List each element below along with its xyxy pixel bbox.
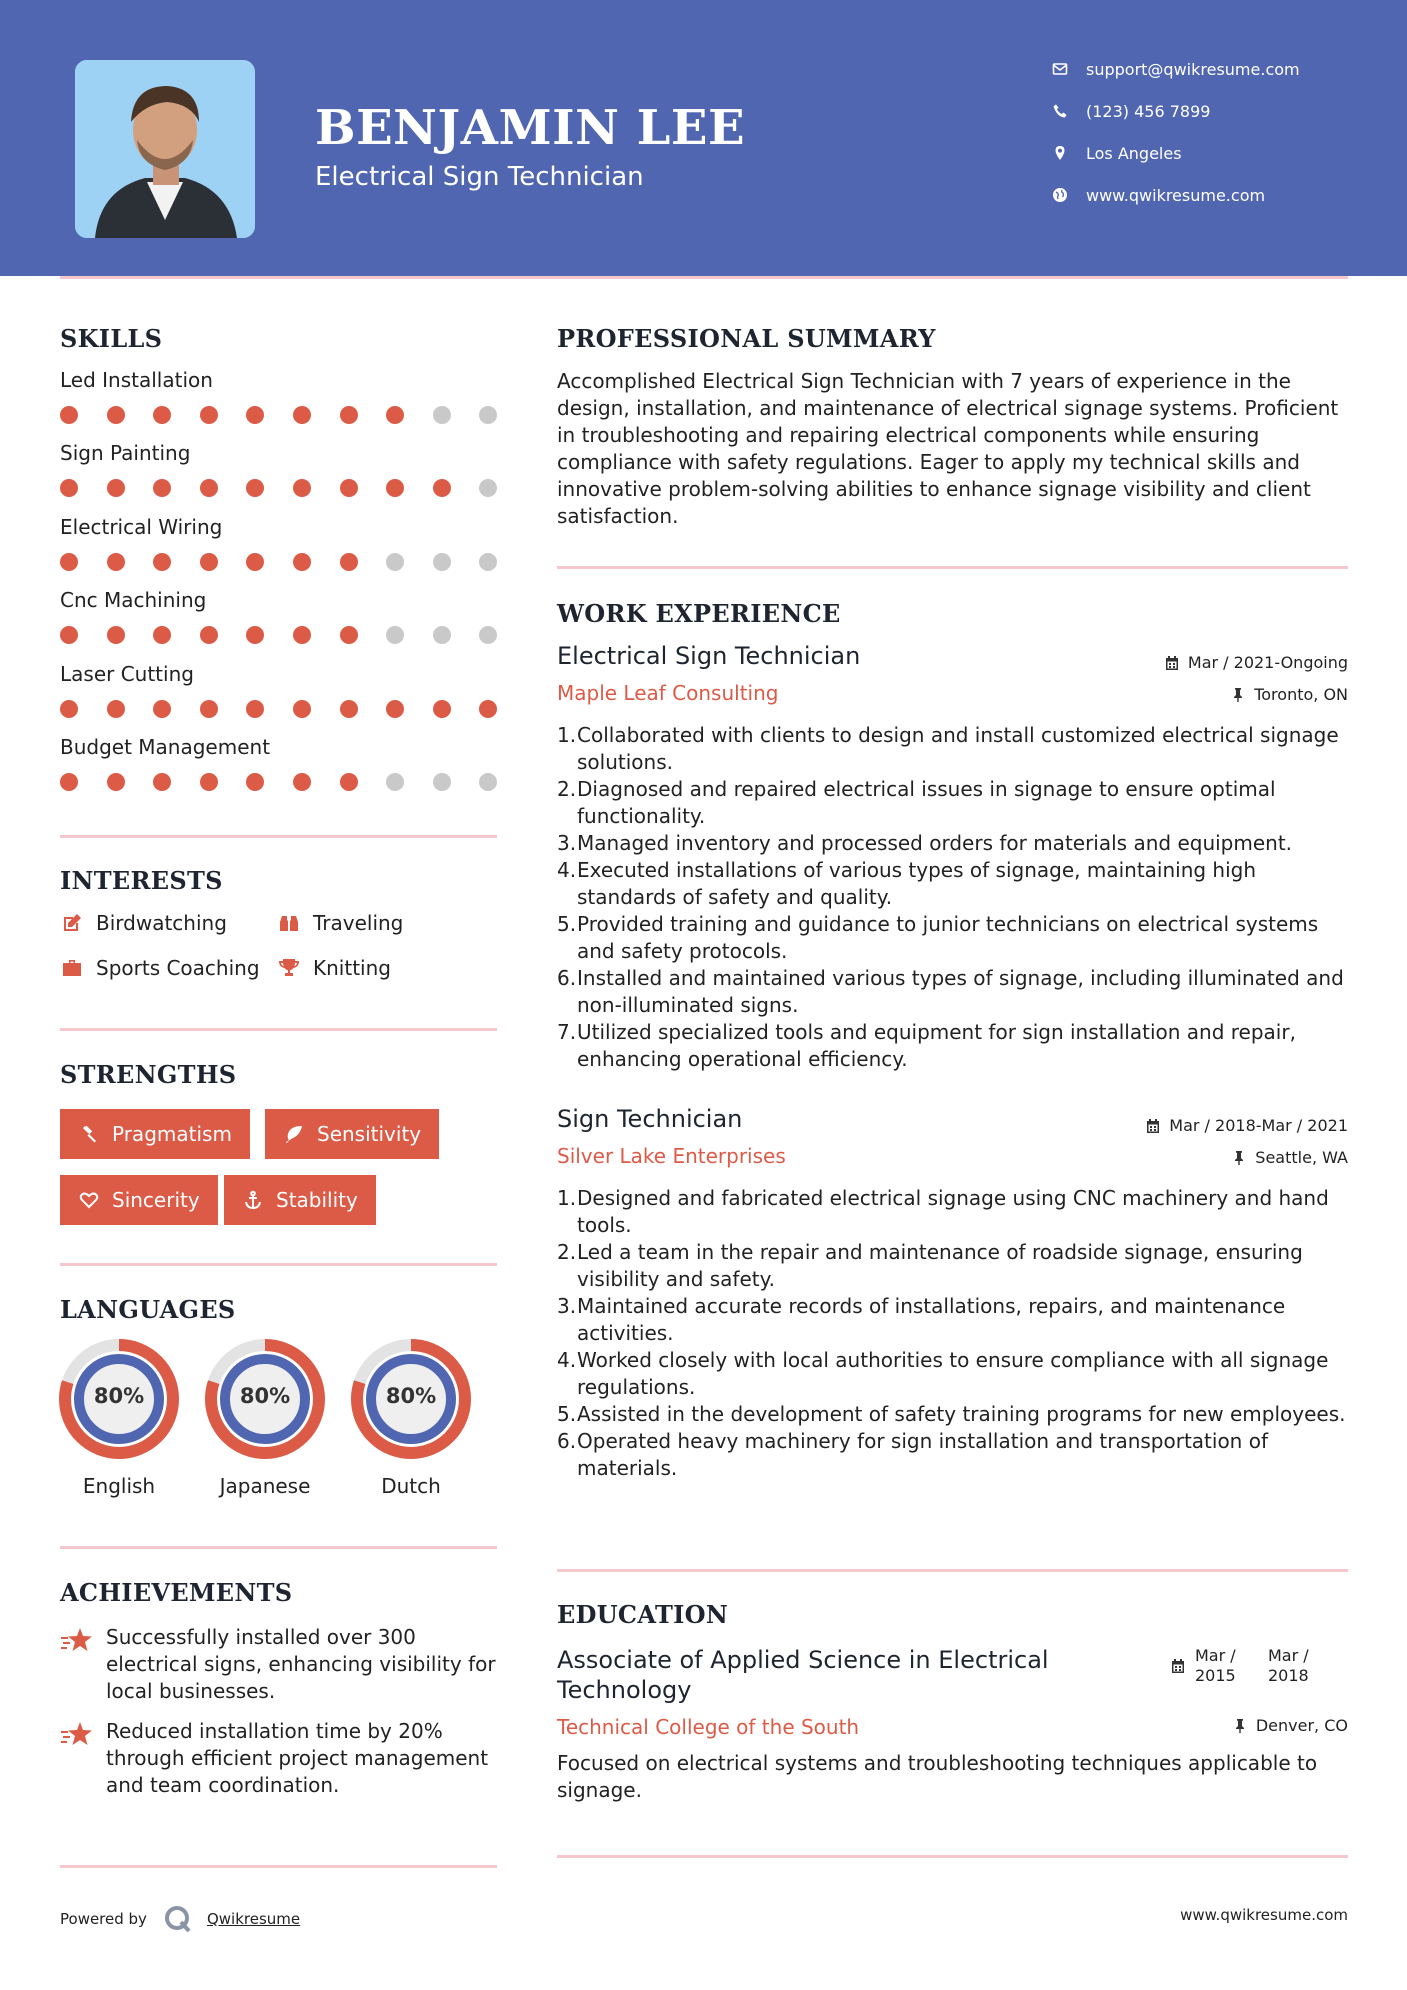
summary-text: Accomplished Electrical Sign Technician with 7 years of experience in the design, installation, and maintenance of electrical signage systems. Proficient in troubleshooting and repairing electrical components while ensuring compliance with safety regulations. Eager to apply my technical skills and innovative problem-solving abilities to enhance signage visibility and client satisfaction. bbox=[557, 369, 1339, 528]
leaf-icon bbox=[283, 1123, 305, 1145]
skill-label: Electrical Wiring bbox=[60, 514, 223, 539]
rating-dot-filled bbox=[246, 700, 264, 718]
interest-item bbox=[60, 956, 260, 980]
interests-heading: INTERESTS bbox=[60, 866, 223, 895]
item-number: 3. bbox=[557, 1294, 577, 1318]
rating-dot-filled bbox=[340, 626, 358, 644]
rating-dot-empty bbox=[386, 626, 404, 644]
interest-label: Traveling bbox=[313, 911, 404, 935]
strength-tag bbox=[60, 1109, 250, 1159]
item-text: Worked closely with local authorities to ensure compliance with all signage regulations. bbox=[577, 1348, 1329, 1399]
section-divider bbox=[60, 1028, 497, 1031]
rating-dot-filled bbox=[200, 553, 218, 571]
rating-dot-empty bbox=[386, 553, 404, 571]
skill-label: Laser Cutting bbox=[60, 661, 194, 686]
rating-dot-filled bbox=[107, 406, 125, 424]
item-number: 4. bbox=[557, 1348, 577, 1372]
job-location-text: Toronto, ON bbox=[1254, 685, 1348, 704]
skill-rating bbox=[60, 773, 500, 793]
language-item bbox=[350, 1338, 472, 1498]
rating-dot-filled bbox=[340, 479, 358, 497]
binoculars-icon bbox=[277, 911, 301, 935]
rating-dot-filled bbox=[340, 700, 358, 718]
contact-phone[interactable] bbox=[1050, 101, 1210, 121]
responsibility-item bbox=[557, 857, 1347, 911]
email-text: support@qwikresume.com bbox=[1086, 59, 1300, 79]
phone-icon bbox=[1050, 101, 1070, 121]
heart-icon bbox=[78, 1189, 100, 1211]
item-number: 5. bbox=[557, 912, 577, 936]
responsibility-item bbox=[557, 1185, 1347, 1239]
strengths-heading: STRENGTHS bbox=[60, 1060, 237, 1089]
rating-dot-filled bbox=[246, 479, 264, 497]
job-title: Electrical Sign Technician bbox=[557, 642, 861, 670]
qwikresume-logo-icon bbox=[163, 1904, 193, 1934]
item-number: 2. bbox=[557, 1240, 577, 1264]
skill-rating bbox=[60, 553, 500, 573]
rating-dot-filled bbox=[433, 700, 451, 718]
rating-dot-filled bbox=[293, 773, 311, 791]
powered-by bbox=[60, 1904, 300, 1934]
language-percent: 80% bbox=[93, 1384, 145, 1408]
item-number: 2. bbox=[557, 777, 577, 801]
job-location-text: Seattle, WA bbox=[1255, 1148, 1348, 1167]
strength-label: Sincerity bbox=[112, 1188, 200, 1212]
experience-heading: WORK EXPERIENCE bbox=[557, 599, 841, 628]
section-divider bbox=[60, 1263, 497, 1266]
item-text: Provided training and guidance to junior technicians on electrical systems and safety protocols. bbox=[577, 912, 1319, 963]
item-text: Executed installations of various types of signage, maintaining high standards of safety and quality. bbox=[577, 858, 1257, 909]
language-name: English bbox=[82, 1474, 156, 1498]
responsibility-item bbox=[557, 1293, 1347, 1347]
item-text: Assisted in the development of safety training programs for new employees. bbox=[577, 1402, 1346, 1426]
rating-dot-filled bbox=[386, 406, 404, 424]
rating-dot-empty bbox=[479, 479, 497, 497]
gavel-icon bbox=[78, 1123, 100, 1145]
rating-dot-filled bbox=[340, 553, 358, 571]
item-text: Installed and maintained various types of signage, including illuminated and non-illuminated signs. bbox=[577, 966, 1344, 1017]
candidate-name: BENJAMIN LEE bbox=[315, 100, 746, 156]
phone-text: (123) 456 7899 bbox=[1086, 101, 1211, 121]
skill-label: Cnc Machining bbox=[60, 588, 207, 613]
achievement-text: Reduced installation time by 20% through efficient project management and team coordination. bbox=[106, 1719, 489, 1797]
language-percent: 80% bbox=[385, 1384, 437, 1408]
job-dates-text: Mar / 2018-Mar / 2021 bbox=[1169, 1116, 1348, 1135]
location-text: Los Angeles bbox=[1086, 143, 1182, 163]
rating-dot-filled bbox=[153, 553, 171, 571]
strength-tag bbox=[265, 1109, 439, 1159]
globe-icon bbox=[1050, 185, 1070, 205]
profile-photo bbox=[75, 60, 255, 238]
company-name: Silver Lake Enterprises bbox=[557, 1144, 786, 1168]
rating-dot-empty bbox=[433, 406, 451, 424]
item-text: Maintained accurate records of installations, repairs, and maintenance activities. bbox=[577, 1294, 1286, 1345]
rating-dot-filled bbox=[340, 406, 358, 424]
responsibility-item bbox=[557, 911, 1347, 965]
rating-dot-filled bbox=[60, 773, 78, 791]
powered-by-text: Powered by bbox=[60, 1910, 147, 1928]
skills-heading: SKILLS bbox=[60, 324, 163, 353]
rating-dot-empty bbox=[479, 406, 497, 424]
rating-dot-filled bbox=[246, 553, 264, 571]
calendar-icon bbox=[1164, 655, 1180, 671]
skill-label: Led Installation bbox=[60, 368, 213, 392]
education-location-text: Denver, CO bbox=[1255, 1716, 1348, 1735]
strength-tag bbox=[224, 1175, 376, 1225]
strength-label: Stability bbox=[276, 1188, 358, 1212]
map-pin-icon bbox=[1050, 143, 1070, 163]
brand-link[interactable]: Qwikresume bbox=[206, 1910, 301, 1928]
rating-dot-filled bbox=[200, 479, 218, 497]
edit-icon bbox=[60, 911, 84, 935]
rating-dot-filled bbox=[340, 773, 358, 791]
item-number: 6. bbox=[557, 1429, 577, 1453]
rating-dot-filled bbox=[246, 406, 264, 424]
pushpin-icon bbox=[1232, 1718, 1248, 1734]
education-end-date bbox=[1268, 1646, 1309, 1686]
item-text: Managed inventory and processed orders for materials and equipment. bbox=[577, 831, 1293, 855]
strength-label: Pragmatism bbox=[112, 1122, 232, 1146]
rating-dot-empty bbox=[386, 773, 404, 791]
date-month: Mar / bbox=[1195, 1646, 1236, 1665]
item-text: Utilized specialized tools and equipment for sign installation and repair, enhancing operational efficiency. bbox=[577, 1020, 1296, 1071]
job-title: Sign Technician bbox=[557, 1105, 743, 1133]
item-text: Designed and fabricated electrical signage using CNC machinery and hand tools. bbox=[577, 1186, 1329, 1237]
rating-dot-empty bbox=[433, 626, 451, 644]
resume-header bbox=[0, 0, 1407, 276]
rating-dot-empty bbox=[433, 553, 451, 571]
item-number: 7. bbox=[557, 1020, 577, 1044]
contact-email[interactable] bbox=[1050, 59, 1300, 79]
responsibility-item bbox=[557, 776, 1347, 830]
rating-dot-filled bbox=[200, 626, 218, 644]
section-divider bbox=[60, 1865, 497, 1868]
rating-dot-filled bbox=[293, 406, 311, 424]
degree-title bbox=[557, 1645, 1077, 1705]
date-year: 2015 bbox=[1195, 1666, 1236, 1685]
education-start-date bbox=[1195, 1646, 1236, 1686]
rating-dot-filled bbox=[107, 626, 125, 644]
rating-dot-filled bbox=[153, 773, 171, 791]
star-icon bbox=[60, 1720, 94, 1750]
rating-dot-filled bbox=[107, 479, 125, 497]
star-icon bbox=[60, 1626, 94, 1656]
company-name: Maple Leaf Consulting bbox=[557, 681, 779, 705]
rating-dot-filled bbox=[153, 700, 171, 718]
item-text: Operated heavy machinery for sign installation and transportation of materials. bbox=[577, 1429, 1268, 1480]
rating-dot-filled bbox=[200, 700, 218, 718]
header-divider bbox=[60, 276, 1348, 279]
item-text: Collaborated with clients to design and install customized electrical signage solutions. bbox=[577, 723, 1339, 774]
language-item bbox=[204, 1338, 326, 1498]
responsibility-item bbox=[557, 722, 1347, 776]
rating-dot-filled bbox=[60, 553, 78, 571]
rating-dot-filled bbox=[293, 479, 311, 497]
interest-label: Birdwatching bbox=[96, 911, 227, 935]
skill-label: Budget Management bbox=[60, 735, 271, 759]
responsibility-item bbox=[557, 1401, 1347, 1428]
rating-dot-filled bbox=[153, 626, 171, 644]
job-dates bbox=[1145, 1116, 1348, 1135]
pushpin-icon bbox=[1231, 1150, 1247, 1166]
responsibility-item bbox=[557, 1428, 1347, 1482]
rating-dot-filled bbox=[200, 773, 218, 791]
degree-line: Associate of Applied Science in Electrical bbox=[557, 1646, 1049, 1674]
contact-location bbox=[1050, 143, 1182, 163]
job-responsibilities bbox=[557, 1185, 1347, 1482]
education-description: Focused on electrical systems and troubleshooting techniques applicable to signage. bbox=[557, 1751, 1318, 1802]
skill-rating bbox=[60, 406, 500, 426]
website-text: www.qwikresume.com bbox=[1086, 185, 1266, 205]
footer-website[interactable]: www.qwikresume.com bbox=[1180, 1906, 1348, 1924]
interest-item bbox=[277, 956, 391, 980]
strength-label: Sensitivity bbox=[317, 1122, 422, 1146]
section-divider bbox=[557, 1855, 1348, 1858]
interest-item bbox=[277, 911, 403, 935]
job-responsibilities bbox=[557, 722, 1347, 1073]
responsibility-item bbox=[557, 1347, 1347, 1401]
pushpin-icon bbox=[1230, 687, 1246, 703]
section-divider bbox=[60, 835, 497, 838]
rating-dot-filled bbox=[200, 406, 218, 424]
rating-dot-filled bbox=[246, 626, 264, 644]
rating-dot-empty bbox=[479, 626, 497, 644]
interest-item bbox=[60, 911, 227, 935]
item-text: Diagnosed and repaired electrical issues in signage to ensure optimal functionality. bbox=[577, 777, 1276, 828]
rating-dot-empty bbox=[433, 773, 451, 791]
rating-dot-filled bbox=[386, 700, 404, 718]
rating-dot-filled bbox=[107, 773, 125, 791]
job-dates bbox=[1164, 653, 1348, 672]
item-number: 3. bbox=[557, 831, 577, 855]
calendar-icon bbox=[1145, 1118, 1161, 1134]
responsibility-item bbox=[557, 965, 1347, 1019]
strength-tag bbox=[60, 1175, 218, 1225]
job-location bbox=[1230, 685, 1348, 704]
rating-dot-filled bbox=[60, 626, 78, 644]
date-month: Mar / bbox=[1268, 1646, 1309, 1665]
item-number: 6. bbox=[557, 966, 577, 990]
language-percent: 80% bbox=[239, 1384, 291, 1408]
rating-dot-filled bbox=[107, 553, 125, 571]
school-name: Technical College of the South bbox=[557, 1715, 860, 1739]
rating-dot-filled bbox=[479, 700, 497, 718]
candidate-title: Electrical Sign Technician bbox=[315, 162, 644, 192]
job-location bbox=[1231, 1148, 1348, 1167]
rating-dot-filled bbox=[246, 773, 264, 791]
section-divider bbox=[557, 566, 1348, 569]
rating-dot-filled bbox=[60, 479, 78, 497]
rating-dot-empty bbox=[479, 553, 497, 571]
skill-rating bbox=[60, 626, 500, 646]
responsibility-item bbox=[557, 830, 1347, 857]
item-number: 1. bbox=[557, 1186, 577, 1210]
language-item bbox=[58, 1338, 180, 1498]
degree-line: Technology bbox=[557, 1676, 692, 1704]
rating-dot-filled bbox=[107, 700, 125, 718]
language-name: Dutch bbox=[381, 1474, 441, 1498]
calendar-icon bbox=[1170, 1658, 1186, 1674]
skill-rating bbox=[60, 700, 500, 720]
rating-dot-filled bbox=[433, 479, 451, 497]
section-divider bbox=[60, 1546, 497, 1549]
rating-dot-empty bbox=[479, 773, 497, 791]
contact-website[interactable] bbox=[1050, 185, 1265, 205]
item-number: 4. bbox=[557, 858, 577, 882]
rating-dot-filled bbox=[386, 479, 404, 497]
envelope-icon bbox=[1050, 59, 1070, 79]
rating-dot-filled bbox=[60, 700, 78, 718]
item-text: Led a team in the repair and maintenance of roadside signage, ensuring visibility and safety. bbox=[577, 1240, 1303, 1291]
language-name: Japanese bbox=[219, 1474, 311, 1498]
skill-label: Sign Painting bbox=[60, 441, 191, 466]
achievement-text: Successfully installed over 300 electrical signs, enhancing visibility for local businesses. bbox=[106, 1625, 496, 1703]
rating-dot-filled bbox=[293, 553, 311, 571]
section-divider bbox=[557, 1569, 1348, 1572]
trophy-icon bbox=[277, 956, 301, 980]
rating-dot-filled bbox=[293, 700, 311, 718]
achievement-item bbox=[60, 1624, 500, 1705]
interest-label: Knitting bbox=[313, 956, 391, 980]
item-number: 1. bbox=[557, 723, 577, 747]
achievement-item bbox=[60, 1718, 500, 1799]
skill-rating bbox=[60, 479, 500, 499]
rating-dot-filled bbox=[60, 406, 78, 424]
summary-heading: PROFESSIONAL SUMMARY bbox=[557, 324, 936, 353]
responsibility-item bbox=[557, 1239, 1347, 1293]
date-year: 2018 bbox=[1268, 1666, 1309, 1685]
briefcase-icon bbox=[60, 956, 84, 980]
rating-dot-filled bbox=[153, 479, 171, 497]
item-number: 5. bbox=[557, 1402, 577, 1426]
job-dates-text: Mar / 2021-Ongoing bbox=[1187, 653, 1348, 672]
education-heading: EDUCATION bbox=[557, 1600, 729, 1629]
languages-heading: LANGUAGES bbox=[60, 1295, 236, 1324]
responsibility-item bbox=[557, 1019, 1347, 1073]
achievements-heading: ACHIEVEMENTS bbox=[60, 1578, 293, 1607]
interest-label: Sports Coaching bbox=[96, 956, 260, 980]
anchor-icon bbox=[242, 1189, 264, 1211]
education-location bbox=[1232, 1716, 1348, 1735]
rating-dot-filled bbox=[293, 626, 311, 644]
rating-dot-filled bbox=[153, 406, 171, 424]
